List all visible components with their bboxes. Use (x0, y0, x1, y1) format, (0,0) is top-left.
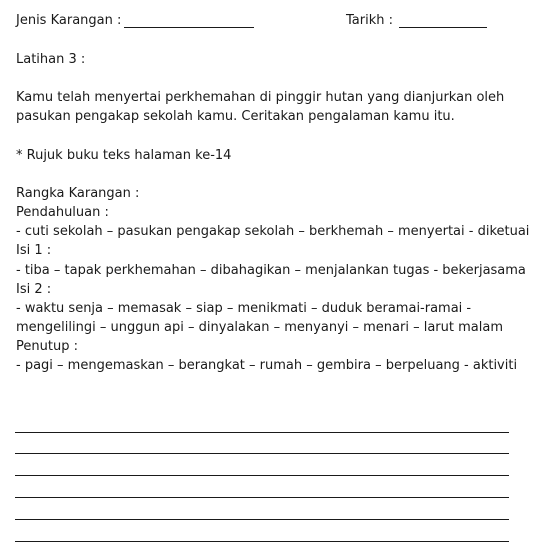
jenis-karangan-field[interactable] (124, 27, 254, 28)
pendahuluan-label: Pendahuluan : (16, 205, 109, 220)
outline-heading: Rangka Karangan : (16, 186, 140, 201)
isi2-points-line-2: mengelilingi – unggun api – dinyalakan – menyanyi – menari – larut malam (16, 320, 503, 335)
textbook-reference: * Rujuk buku teks halaman ke-14 (16, 148, 232, 163)
tarikh-field[interactable] (399, 27, 487, 28)
penutup-label: Penutup : (16, 339, 78, 354)
writing-line[interactable] (15, 453, 509, 454)
writing-line[interactable] (15, 475, 509, 476)
writing-line[interactable] (15, 519, 509, 520)
instruction-line-2: pasukan pengakap sekolah kamu. Ceritakan pengalaman kamu itu. (16, 109, 455, 124)
penutup-points: - pagi – mengemaskan – berangkat – rumah – gembira – berpeluang - aktiviti (16, 358, 518, 373)
instruction-line-1: Kamu telah menyertai perkhemahan di pinggir hutan yang dianjurkan oleh (16, 90, 505, 105)
writing-line[interactable] (15, 497, 509, 498)
pendahuluan-points: - cuti sekolah – pasukan pengakap sekolah – berkhemah – menyertai - diketuai (16, 224, 530, 239)
isi1-label: Isi 1 : (16, 243, 52, 258)
isi2-label: Isi 2 : (16, 282, 52, 297)
isi2-points-line-1: - waktu senja – memasak – siap – menikmati – duduk beramai-ramai - (16, 301, 472, 316)
writing-line[interactable] (15, 541, 509, 542)
jenis-karangan-label: Jenis Karangan : (16, 13, 122, 28)
exercise-title: Latihan 3 : (16, 52, 86, 67)
tarikh-label: Tarikh : (346, 13, 393, 28)
writing-line[interactable] (15, 432, 509, 433)
isi1-points: - tiba – tapak perkhemahan – dibahagikan – menjalankan tugas - bekerjasama (16, 263, 526, 278)
